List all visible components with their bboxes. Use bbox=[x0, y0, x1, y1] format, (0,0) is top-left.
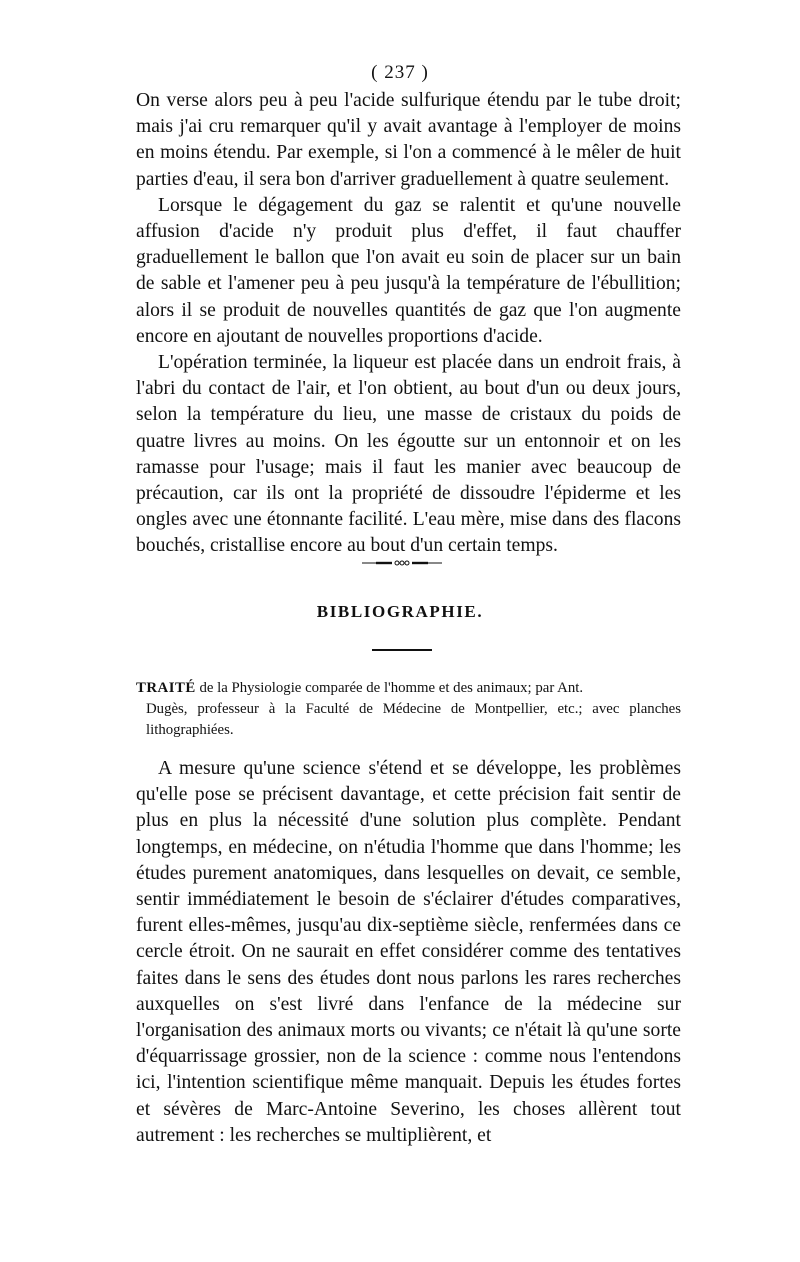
section-heading: BIBLIOGRAPHIE. bbox=[316, 602, 484, 621]
heading-rule bbox=[372, 649, 432, 651]
book-reference-line2: Dugès, professeur à la Faculté de Médecine de Montpellier, etc.; avec planches lithographiées. bbox=[146, 701, 681, 738]
book-reference bbox=[136, 678, 681, 741]
paragraph: A mesure qu'une science s'étend et se développe, les problèmes qu'elle pose se précisent davantage, et cette précision fait sentir de plus en plus la nécessité d'une solution plus complète. Pendant longtemps, en médecine, on n'étudia l'homme que dans l'homme; les études purement anatomiques, dans lesquelles on devait, ce semble, sentir immédiatement le besoin de s'éclairer d'études comparatives, furent elles-mêmes, jusqu'au dix-septième siècle, renfermées dans ce cercle étroit. On ne saurait en effet considérer comme des tentatives faites dans le sens des études dont nous parlons les rares recherches auxquelles on s'est livré dans l'enfance de la médecine sur l'organisation des animaux morts ou vivants; ce n'était là qu'une sorte d'équarrissage grossier, non de la science : comme nous l'entendons ici, l'intention scientifique même manquait. Depuis les études fortes et sévères de Marc-Antoine Severino, les choses allèrent tout autrement : les recherches se multiplièrent, et bbox=[136, 758, 681, 1146]
paragraph: On verse alors peu à peu l'acide sulfurique étendu par le tube droit; mais j'ai cru remarquer qu'il y avait avantage à l'employer de moins en moins étendu. Par exemple, si l'on a commencé à le mêler de huit parties d'eau, il sera bon d'arriver graduellement à quatre seulement. bbox=[136, 90, 681, 190]
ornament-divider bbox=[362, 558, 442, 568]
page-number: ( 237 ) bbox=[371, 62, 429, 83]
top-text-block bbox=[136, 88, 681, 560]
bottom-text-block bbox=[136, 756, 681, 1149]
paragraph: Lorsque le dégagement du gaz se ralentit et qu'une nouvelle affusion d'acide n'y produit plus d'effet, il faut chauffer graduellement le ballon que l'on avait eu soin de placer sur un bain de sable et l'amener peu à peu jusqu'à la température de l'ébullition; alors il se produit de nouvelles quantités de gaz que l'on augmente encore en ajoutant de nouvelles proportions d'acide. bbox=[136, 194, 681, 347]
book-reference-line1: de la Physiologie comparée de l'homme et des animaux; par Ant. bbox=[199, 680, 584, 696]
paragraph: L'opération terminée, la liqueur est placée dans un endroit frais, à l'abri du contact de l'air, et l'on obtient, au bout d'un ou deux jours, selon la température du lieu, une masse de cristaux du poids de quatre livres au moins. On les égoutte sur un entonnoir et on les ramasse pour l'usage; mais il faut les manier avec beaucoup de précaution, car ils ont la propriété de dissoudre l'épiderme et les ongles avec une étonnante facilité. L'eau mère, mise dans des flacons bouchés, cristallise encore au bout d'un certain temps. bbox=[136, 352, 681, 557]
book-title-word: TRAITÉ bbox=[136, 680, 196, 696]
